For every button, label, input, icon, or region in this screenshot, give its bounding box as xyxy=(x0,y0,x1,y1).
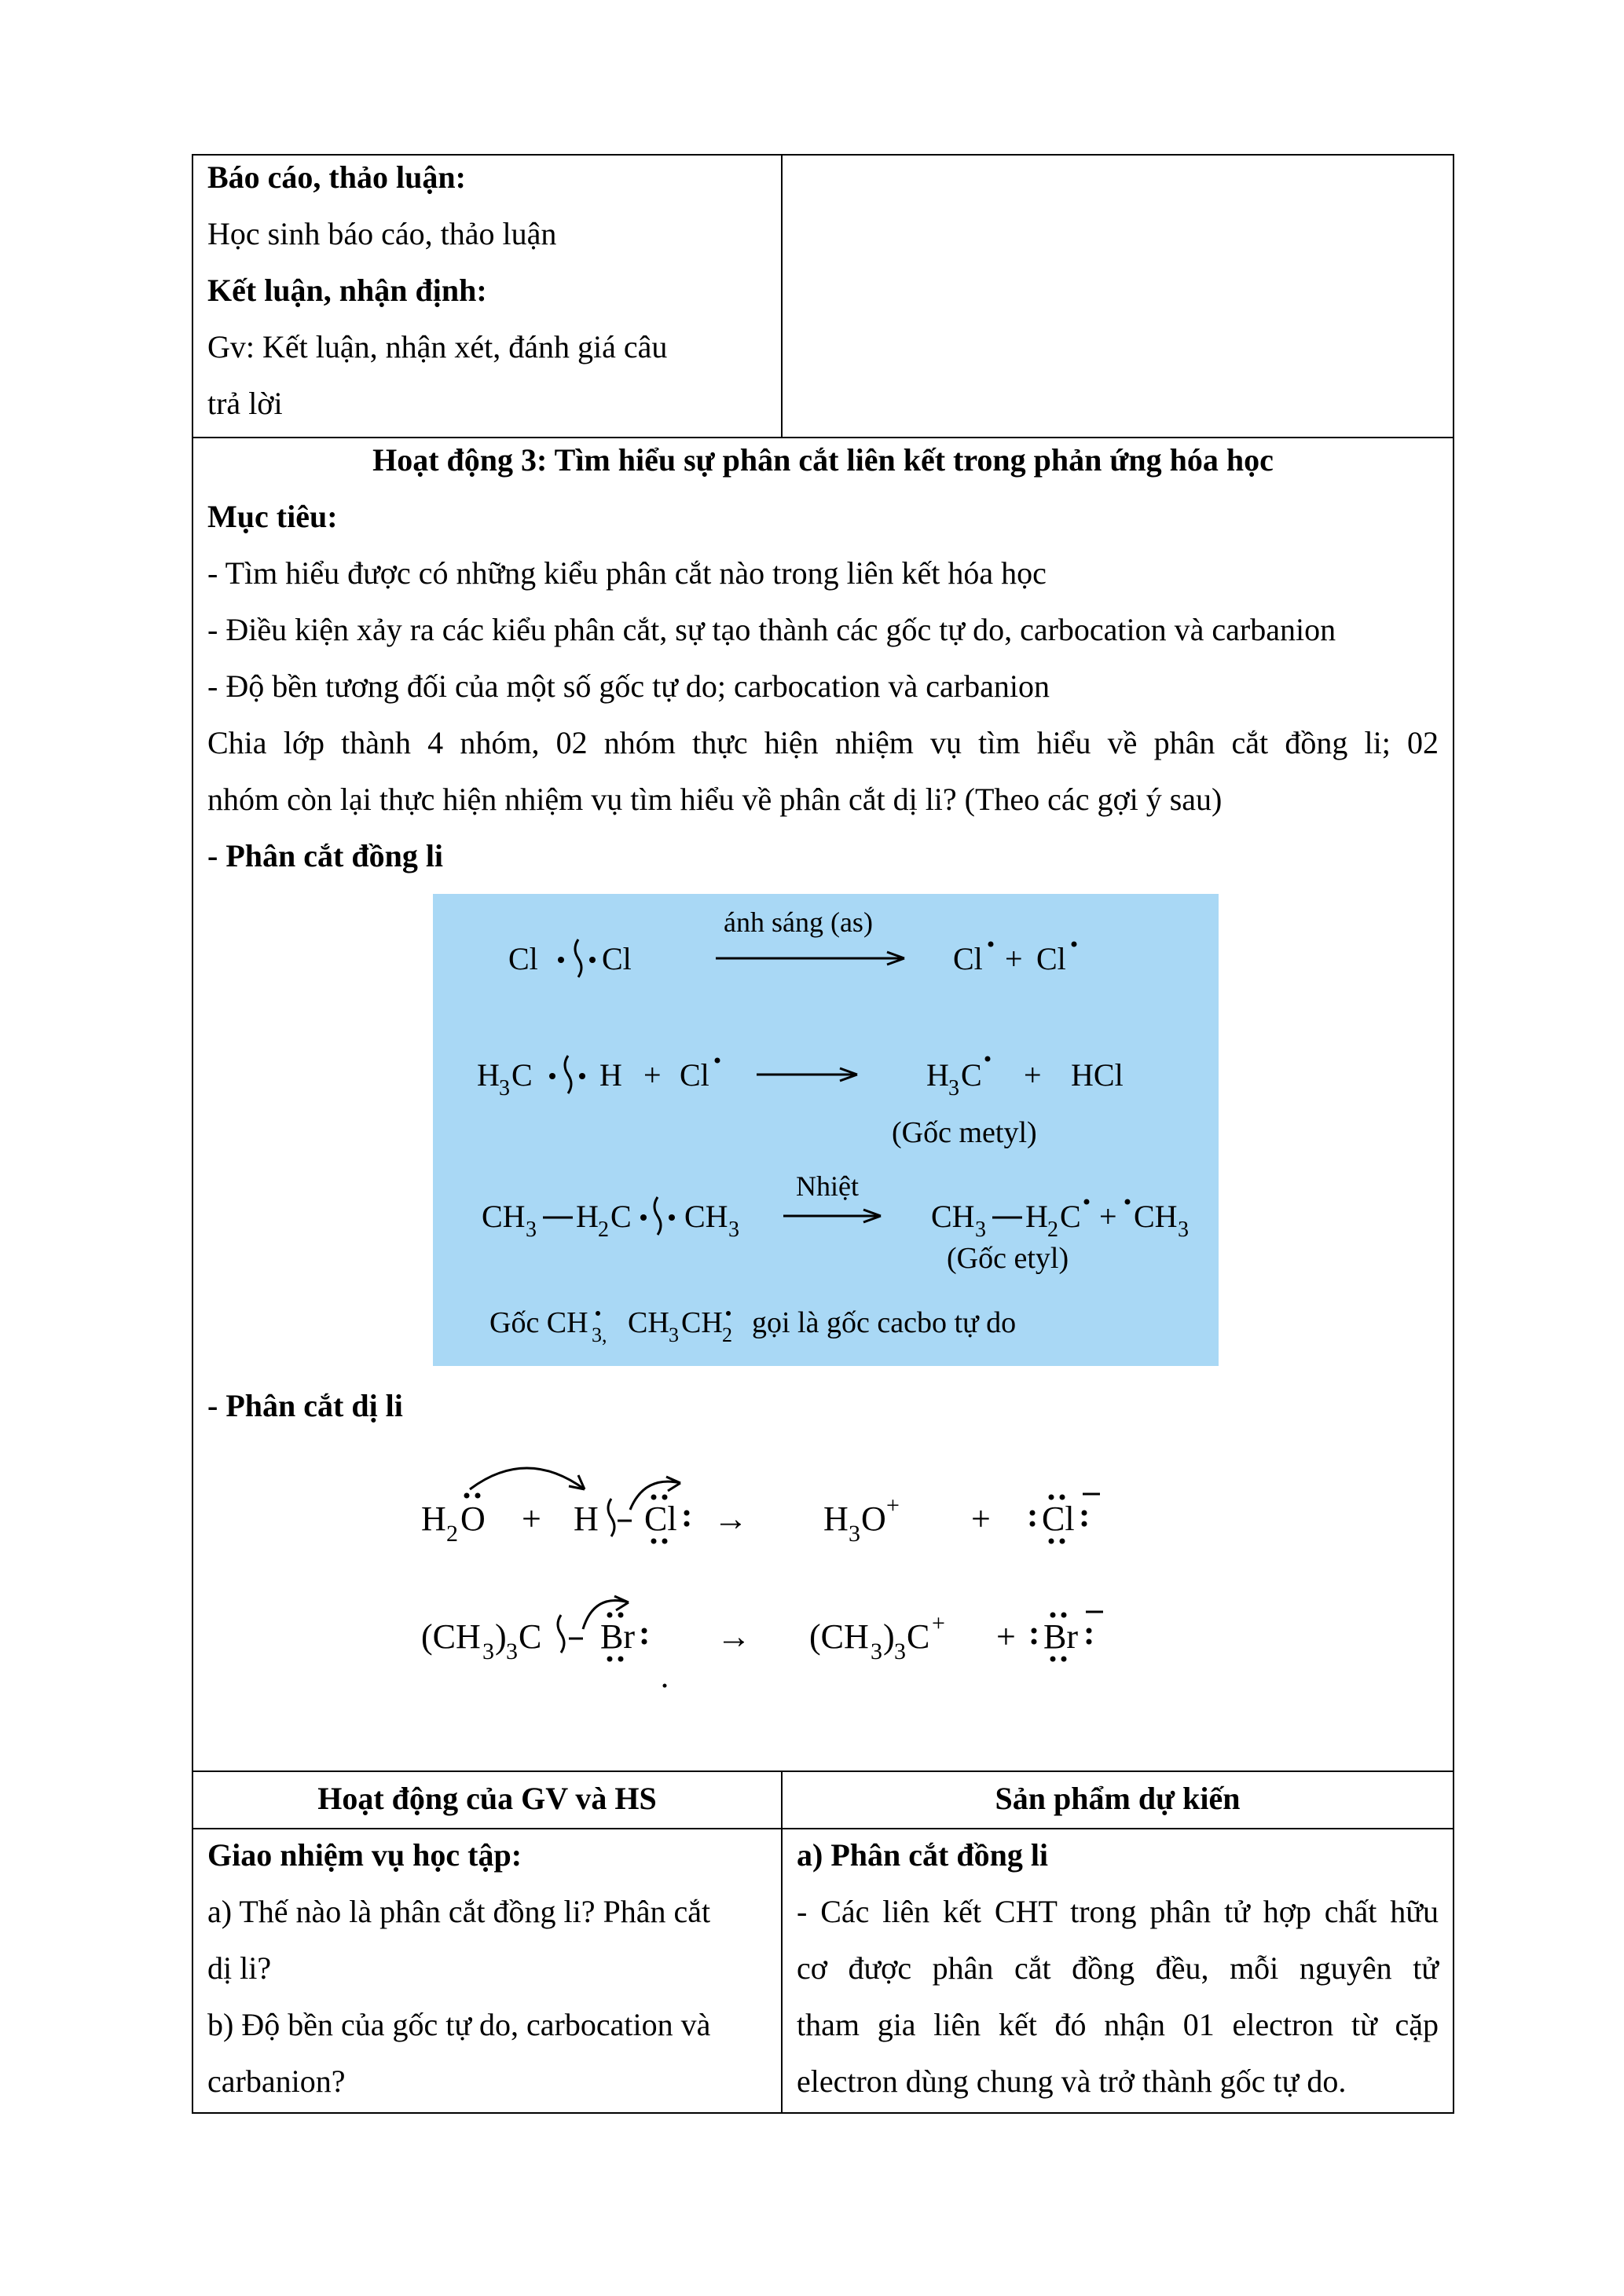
svg-text:H: H xyxy=(576,1199,599,1234)
svg-text:H: H xyxy=(823,1500,849,1538)
svg-text:2: 2 xyxy=(722,1324,732,1346)
homolytic-heading: - Phân cắt đồng li xyxy=(207,838,444,873)
svg-text:3: 3 xyxy=(948,1076,959,1100)
svg-text:Cl: Cl xyxy=(508,941,538,976)
svg-text:O: O xyxy=(460,1500,486,1538)
svg-text:3: 3 xyxy=(728,1218,739,1242)
conclusion-heading: Kết luận, nhận định: xyxy=(207,273,487,308)
product-line1: - Các liên kết CHT trong phân tử hợp chất hữu xyxy=(797,1894,1439,1929)
svg-text:C: C xyxy=(1060,1199,1081,1234)
svg-text:→: → xyxy=(717,1617,751,1656)
svg-text:Gốc CH: Gốc CH xyxy=(489,1306,588,1339)
svg-text:(Gốc etyl): (Gốc etyl) xyxy=(947,1242,1069,1275)
svg-text:Cl: Cl xyxy=(644,1500,677,1538)
svg-text:+: + xyxy=(996,1617,1016,1656)
svg-text:3: 3 xyxy=(526,1218,537,1242)
svg-text:C: C xyxy=(610,1199,632,1234)
product-line2: cơ được phân cắt đồng đều, mỗi nguyên tử xyxy=(797,1950,1439,1986)
svg-text:3: 3 xyxy=(849,1521,860,1547)
svg-text:3: 3 xyxy=(894,1639,906,1664)
column-header-products: Sản phẩm dự kiến xyxy=(995,1781,1241,1816)
svg-text:ánh sáng (as): ánh sáng (as) xyxy=(724,906,873,938)
svg-text:Br: Br xyxy=(1043,1617,1078,1656)
svg-text:CH: CH xyxy=(482,1199,526,1234)
task-heading: Giao nhiệm vụ học tập: xyxy=(207,1837,522,1873)
heterolytic-heading: - Phân cắt dị li xyxy=(207,1388,403,1423)
svg-text:+: + xyxy=(1005,941,1023,976)
heterolytic-cleavage-figure xyxy=(409,1437,1226,1705)
column-divider-top xyxy=(781,154,783,438)
svg-text:CH: CH xyxy=(628,1306,669,1339)
conclusion-text-line1: Gv: Kết luận, nhận xét, đánh giá câu xyxy=(207,329,668,364)
table-border-right xyxy=(1453,154,1454,2114)
group-instruction-line1: Chia lớp thành 4 nhóm, 02 nhóm thực hiện nhiệm vụ tìm hiểu về phân cắt đồng li; 02 xyxy=(207,725,1439,760)
column-header-activities: Hoạt động của GV và HS xyxy=(317,1781,657,1816)
svg-text:H: H xyxy=(421,1500,446,1538)
svg-text:O: O xyxy=(861,1500,886,1538)
svg-text:(CH: (CH xyxy=(809,1617,869,1656)
svg-text:): ) xyxy=(495,1617,507,1656)
svg-text:3: 3 xyxy=(482,1639,494,1664)
svg-text:Cl: Cl xyxy=(953,941,983,976)
svg-text:H: H xyxy=(477,1057,500,1093)
task-line2: dị li? xyxy=(207,1950,272,1986)
svg-text:(CH: (CH xyxy=(421,1617,481,1656)
task-line3: b) Độ bền của gốc tự do, carbocation và xyxy=(207,2007,711,2042)
objective-item-3: - Độ bền tương đối của một số gốc tự do; carbocation và carbanion xyxy=(207,668,1050,704)
svg-text:C: C xyxy=(511,1057,533,1093)
svg-text:C: C xyxy=(907,1617,930,1656)
svg-text:3,: 3, xyxy=(592,1324,607,1346)
product-line3: tham gia liên kết đó nhận 01 electron từ cặp xyxy=(797,2007,1439,2042)
svg-text:3: 3 xyxy=(506,1639,518,1664)
svg-text:+: + xyxy=(522,1500,541,1538)
svg-text:+: + xyxy=(886,1492,900,1518)
table-border-bottom xyxy=(192,2112,1454,2114)
svg-text:+: + xyxy=(971,1500,991,1538)
svg-text:Cl: Cl xyxy=(1036,941,1066,976)
activity-title: Hoạt động 3: Tìm hiểu sự phân cắt liên kết trong phản ứng hóa học xyxy=(372,442,1274,478)
svg-text:+: + xyxy=(643,1057,662,1093)
svg-text:2: 2 xyxy=(598,1218,609,1242)
group-instruction-line2: nhóm còn lại thực hiện nhiệm vụ tìm hiểu về phân cắt dị li? (Theo các gợi ý sau) xyxy=(207,782,1223,817)
svg-text:2: 2 xyxy=(446,1521,458,1547)
svg-text:H: H xyxy=(1025,1199,1048,1234)
svg-text:CH: CH xyxy=(1134,1199,1178,1234)
objective-item-2: - Điều kiện xảy ra các kiểu phân cắt, sự tạo thành các gốc tự do, carbocation và carbanion xyxy=(207,612,1336,647)
svg-text:(Gốc metyl): (Gốc metyl) xyxy=(892,1116,1037,1149)
svg-text:+: + xyxy=(1099,1199,1117,1234)
svg-text:H: H xyxy=(926,1057,949,1093)
svg-text:Cl: Cl xyxy=(680,1057,709,1093)
svg-text:Cl: Cl xyxy=(602,941,632,976)
report-heading: Báo cáo, thảo luận: xyxy=(207,159,466,195)
figure-background xyxy=(433,894,1219,1366)
svg-text:gọi là gốc cacbo tự do: gọi là gốc cacbo tự do xyxy=(752,1306,1017,1339)
objective-item-1: - Tìm hiểu được có những kiểu phân cắt nào trong liên kết hóa học xyxy=(207,555,1047,591)
svg-text:3: 3 xyxy=(669,1324,679,1346)
svg-text:CH: CH xyxy=(684,1199,728,1234)
svg-text:3: 3 xyxy=(975,1218,986,1242)
svg-text:H: H xyxy=(599,1057,622,1093)
svg-text:3: 3 xyxy=(499,1076,510,1100)
svg-text:CH: CH xyxy=(931,1199,975,1234)
svg-text:H: H xyxy=(574,1500,599,1538)
svg-text:Nhiệt: Nhiệt xyxy=(796,1170,859,1202)
svg-text:HCl: HCl xyxy=(1071,1057,1124,1093)
svg-text:2: 2 xyxy=(1047,1218,1058,1242)
svg-text:+: + xyxy=(932,1610,945,1636)
svg-text:+: + xyxy=(1024,1057,1042,1093)
svg-text:Cl: Cl xyxy=(1042,1500,1075,1538)
svg-text:CH: CH xyxy=(681,1306,723,1339)
homolytic-cleavage-figure xyxy=(433,894,1219,1366)
svg-text:): ) xyxy=(883,1617,895,1656)
task-line4: carbanion? xyxy=(207,2063,346,2099)
svg-text:3: 3 xyxy=(871,1639,882,1664)
svg-text:3: 3 xyxy=(1178,1218,1189,1242)
task-line1: a) Thế nào là phân cắt đồng li? Phân cắt xyxy=(207,1894,711,1929)
report-text: Học sinh báo cáo, thảo luận xyxy=(207,216,557,251)
objective-heading: Mục tiêu: xyxy=(207,499,338,534)
product-heading: a) Phân cắt đồng li xyxy=(797,1837,1049,1873)
product-line4: electron dùng chung và trở thành gốc tự do. xyxy=(797,2063,1347,2099)
svg-text:C: C xyxy=(961,1057,982,1093)
svg-text:→: → xyxy=(713,1500,748,1538)
svg-text:Br: Br xyxy=(600,1617,635,1656)
svg-text:C: C xyxy=(519,1617,542,1656)
conclusion-text-line2: trả lời xyxy=(207,386,283,421)
